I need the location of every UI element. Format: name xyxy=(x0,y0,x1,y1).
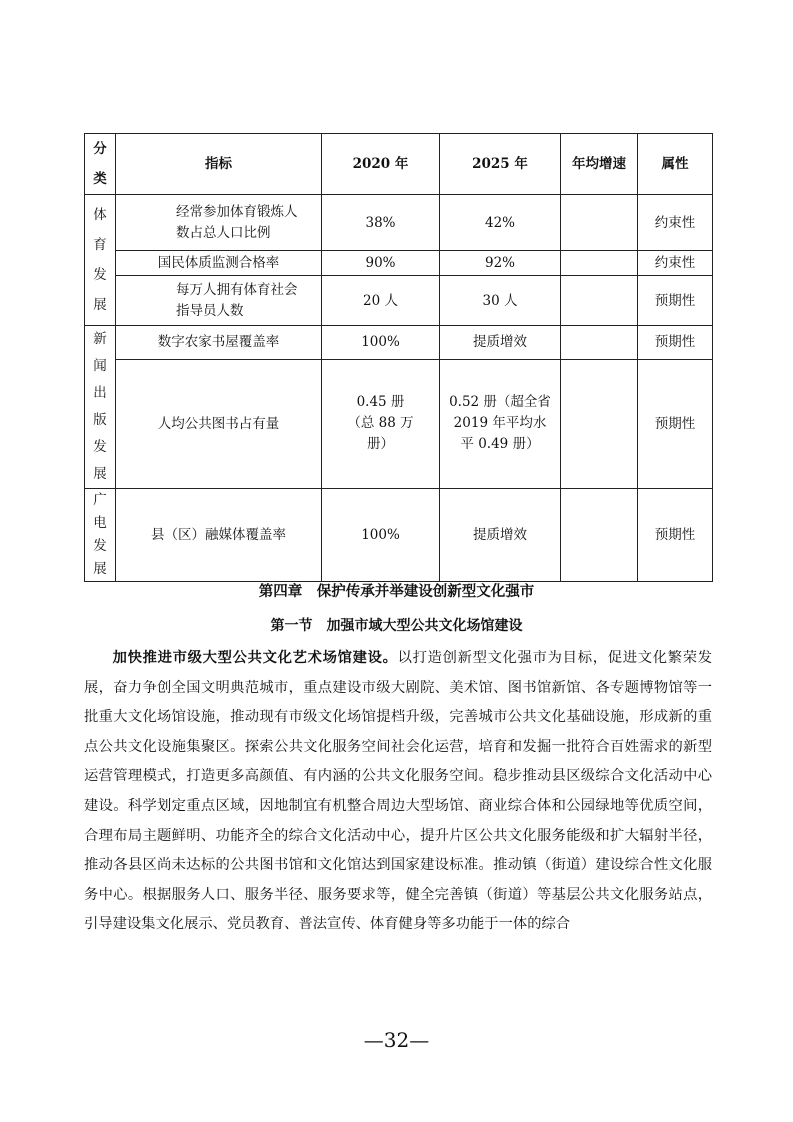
row-growth xyxy=(561,489,638,582)
row-attribute: 预期性 xyxy=(638,276,713,326)
row-2020: 100% xyxy=(322,489,440,582)
header-2025: 2025 年 xyxy=(440,134,561,195)
table-row xyxy=(85,326,713,360)
row-2020: 20 人 xyxy=(322,276,440,326)
row-indicator: 人均公共图书占有量 xyxy=(116,359,322,488)
row-2020: 100% xyxy=(322,326,440,360)
category-broadcast: 广 电 发 展 xyxy=(85,489,116,582)
table-row xyxy=(85,489,713,582)
row-growth xyxy=(561,359,638,488)
row-growth xyxy=(561,195,638,251)
row-2020: 0.45 册（总 88 万册） xyxy=(322,359,440,488)
row-growth xyxy=(561,276,638,326)
row-indicator: 每万人拥有体育社会指导员人数 xyxy=(116,276,322,326)
paragraph-body: 以打造创新型文化强市为目标，促进文化繁荣发展，奋力争创全国文明典范城市，重点建设市级大剧院、美术馆、图书馆新馆、各专题博物馆等一批重大文化场馆设施，推动现有市级文化场馆提档升级，完善城市公共文化基础设施，形成新的重点公共文化设施集聚区。探索公共文化服务空间社会化运营，培育和发掘一批符合百姓需求的新型运营管理模式，打造更多高颜值、有内涵的公共文化服务空间。稳步推动县区级综合文化活动中心建设。科学划定重点区域，因地制宜有机整合周边大型场馆、商业综合体和公园绿地等优质空间，合理布局主题鲜明、功能齐全的综合文化活动中心，提升片区公共文化服务能级和扩大辐射半径，推动各县区尚未达标的公共图书馆和文化馆达到国家建设标准。推动镇（街道）建设综合性文化服务中心。根据服务人口、服务半径、服务要求等，健全完善镇（街道）等基层公共文化服务站点，引导建设集文化展示、党员教育、普法宣传、体育健身等多功能于一体的综合 xyxy=(84,650,713,933)
body-paragraph xyxy=(84,644,712,940)
row-growth xyxy=(561,326,638,360)
table-row xyxy=(85,359,713,488)
row-attribute: 约束性 xyxy=(638,195,713,251)
row-attribute: 预期性 xyxy=(638,326,713,360)
row-2025: 提质增效 xyxy=(440,489,561,582)
indicator-table xyxy=(84,133,713,582)
page-number: —32— xyxy=(363,1028,430,1052)
category-press: 新 闻 出 版 发 展 xyxy=(85,326,116,489)
row-2020: 38% xyxy=(322,195,440,251)
header-indicator: 指标 xyxy=(116,134,322,195)
category-sports: 体 育 发 展 xyxy=(85,195,116,326)
table-header-row xyxy=(85,134,713,195)
row-2025: 42% xyxy=(440,195,561,251)
row-indicator: 县（区）融媒体覆盖率 xyxy=(116,489,322,582)
table-row xyxy=(85,276,713,326)
table-row xyxy=(85,195,713,251)
row-2025: 提质增效 xyxy=(440,326,561,360)
row-attribute: 约束性 xyxy=(638,251,713,276)
row-indicator: 国民体质监测合格率 xyxy=(116,251,322,276)
paragraph-lead: 加快推进市级大型公共文化艺术场馆建设。 xyxy=(112,650,398,666)
header-attribute: 属性 xyxy=(638,134,713,195)
row-2025: 30 人 xyxy=(440,276,561,326)
header-2020: 2020 年 xyxy=(322,134,440,195)
row-attribute: 预期性 xyxy=(638,359,713,488)
row-2025: 92% xyxy=(440,251,561,276)
row-growth xyxy=(561,251,638,276)
row-indicator: 经常参加体育锻炼人数占总人口比例 xyxy=(116,195,322,251)
header-growth: 年均增速 xyxy=(561,134,638,195)
section-title: 第一节 加强市域大型公共文化场馆建设 xyxy=(270,618,523,634)
row-2025: 0.52 册（超全省 2019 年平均水平 0.49 册） xyxy=(440,359,561,488)
table-row xyxy=(85,251,713,276)
header-category: 分 类 xyxy=(85,134,116,195)
chapter-title: 第四章 保护传承并举建设创新型文化强市 xyxy=(258,584,535,600)
row-attribute: 预期性 xyxy=(638,489,713,582)
row-2020: 90% xyxy=(322,251,440,276)
row-indicator: 数字农家书屋覆盖率 xyxy=(116,326,322,360)
